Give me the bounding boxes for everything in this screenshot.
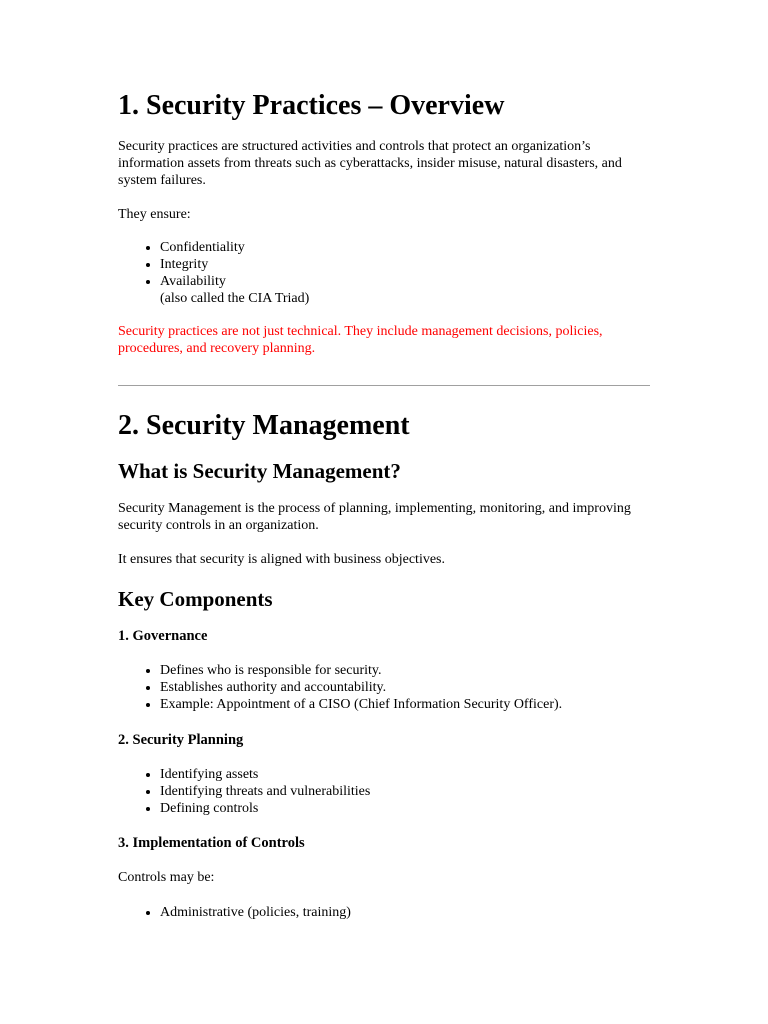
list-item-text: Establishes authority and accountability. — [160, 680, 387, 695]
section-divider — [118, 385, 650, 386]
list-item — [160, 696, 692, 713]
list-item — [160, 273, 692, 307]
governance-list — [118, 662, 692, 713]
list-item-text: Identifying threats and vulnerabilities — [160, 784, 371, 799]
planning-heading: 2. Security Planning — [118, 732, 244, 748]
key-components-heading: Key Components — [118, 587, 273, 611]
list-item-text: Example: Appointment of a CISO (Chief Information Security Officer). — [160, 697, 563, 712]
list-item — [160, 239, 692, 256]
list-item-text: Administrative (policies, training) — [160, 905, 351, 920]
list-item-text: Defines who is responsible for security. — [160, 663, 382, 678]
list-item — [160, 679, 692, 696]
implementation-heading: 3. Implementation of Controls — [118, 835, 305, 851]
implementation-list — [118, 904, 692, 921]
what-heading: What is Security Management? — [118, 459, 401, 483]
implementation-lead: Controls may be: — [118, 870, 215, 885]
what-text: Security Management is the process of planning, implementing, monitoring, and improving security controls in an organization. — [118, 501, 631, 533]
section1-title: 1. Security Practices – Overview — [118, 90, 505, 121]
list-item — [160, 766, 692, 783]
section1-intro: Security practices are structured activities and controls that protect an organization’s information assets from threats such as cyberattacks, insider misuse, natural disasters, and system failures. — [118, 139, 622, 188]
list-item — [160, 662, 692, 679]
cia-triad-note: (also called the CIA Triad) — [160, 291, 310, 306]
list-item — [160, 904, 692, 921]
list-item — [160, 783, 692, 800]
ensure-lead: They ensure: — [118, 207, 191, 222]
list-item-text: Integrity — [160, 257, 209, 272]
section2-title: 2. Security Management — [118, 410, 410, 441]
cia-list — [118, 239, 692, 307]
planning-list — [118, 766, 692, 817]
aligned-text: It ensures that security is aligned with business objectives. — [118, 552, 445, 567]
highlight-note: Security practices are not just technical. They include management decisions, policies, procedures, and recovery planning. — [118, 324, 603, 356]
list-item-text: Identifying assets — [160, 767, 259, 782]
list-item — [160, 800, 692, 817]
list-item-text: Availability — [160, 274, 226, 289]
list-item-text: Confidentiality — [160, 240, 245, 255]
list-item — [160, 256, 692, 273]
list-item-text: Defining controls — [160, 801, 259, 816]
governance-heading: 1. Governance — [118, 628, 208, 644]
